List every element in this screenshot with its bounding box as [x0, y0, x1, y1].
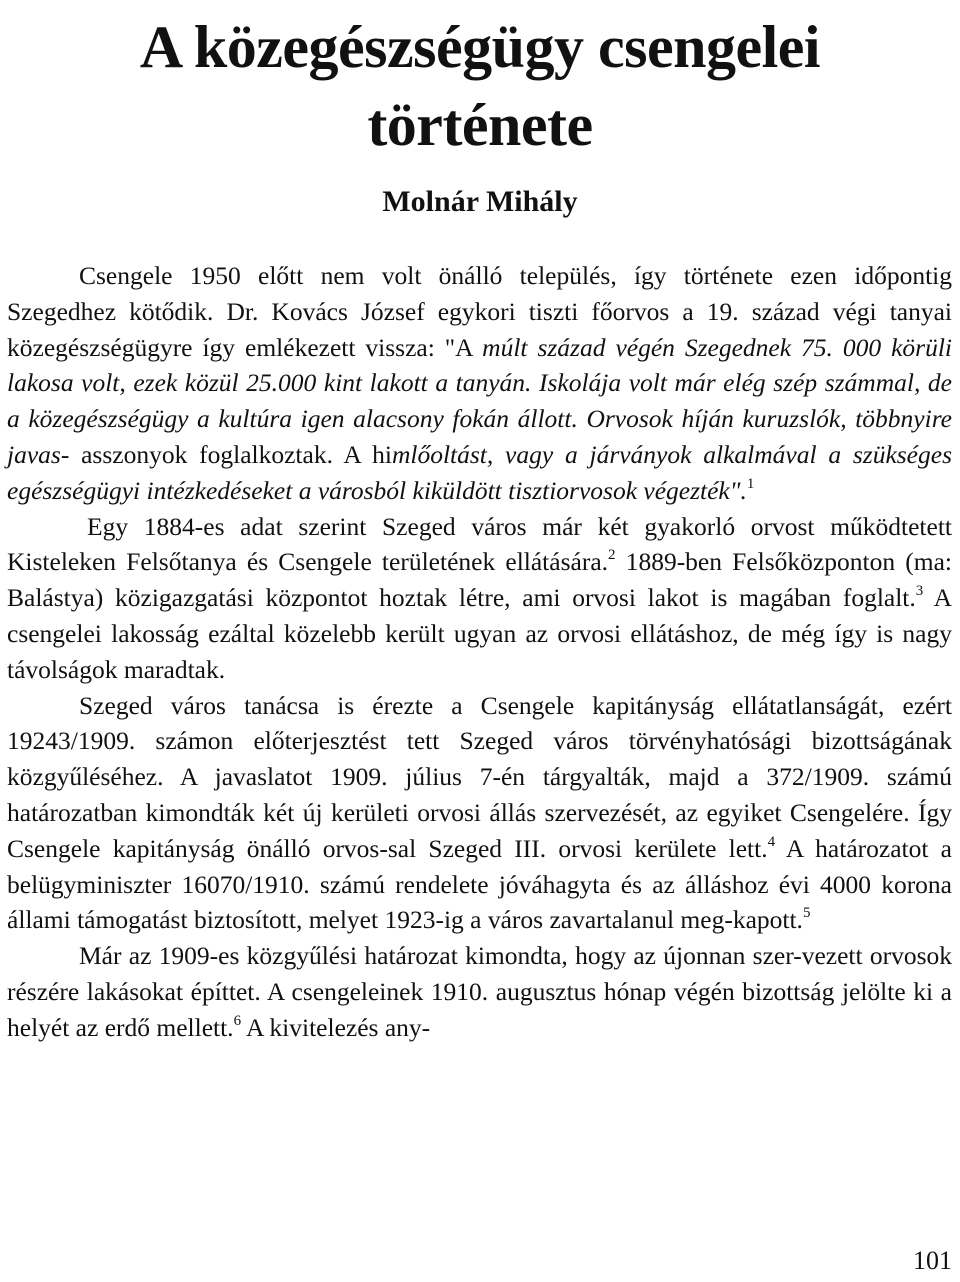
p3-text-a: Szeged város tanácsa is érezte a Csengele kapitányság ellátatlanságát, ezért 19243/1909. számon előterjesztést tett Szeged város törvényhatósági bizottságának közgyűléséhez. A javaslatot 1909. július 7-én tárgyalták, majd a 372/1909. számú határozatban kimondták két új kerületi orvosi állás szervezését, az egyiket Csengelére. Így Csengele kapitányság önálló orvos-sal Szeged III. orvosi kerülete lett. — [7, 690, 952, 863]
p4-text-a: Már az 1909-es közgyűlési határozat kimondta, hogy az újonnan szer-vezett orvosok részére lakásokat építtet. A csengeleinek 1910. augusztus hónap végén bizottság jelölte ki a helyét az erdő mellett. — [7, 941, 952, 1042]
p1-text-b: asszonyok foglalkoztak. A hi — [81, 439, 392, 469]
p1-quote: múlt század végén Szegednek 75. 000 körüli lakosa volt, ezek közül 25.000 kint lakott a tanyán. Iskolája volt már elég szép számmal, de a közegészségügy a kultúra igen alacsony fokán állott. Orvosok híján kuruzslók, többnyire javas- — [7, 332, 952, 469]
document-title — [0, 0, 960, 164]
p2-text-b: 1889-ben Felsőközponton (ma: Balástya) közigazgatási központot hoztak létre, ami orvosi lakot is magában foglalt. — [7, 547, 952, 613]
title-line-2: története — [367, 92, 593, 158]
p2-text-a: Egy 1884-es adat szerint Szeged város már két gyakorló orvost működtetett Kisteleken Felsőtanya és Csengele területének ellátására. — [7, 511, 952, 577]
p1-quote-2: mlőoltást, vagy a járványok alkalmával a szükséges egészségügyi intézkedéseket a városból kiküldött tisztiorvosok végezték". — [7, 439, 952, 505]
p2-text-c: A csengelei lakosság ezáltal közelebb került ugyan az orvosi ellátáshoz, de még így is nagy távolságok maradtak. — [7, 583, 952, 684]
title-line-1: A közegészségügy csengelei — [139, 14, 821, 80]
page-number: 101 — [913, 1246, 952, 1275]
footnote-ref-4: 4 — [767, 833, 776, 850]
paragraph-2 — [7, 509, 952, 688]
footnote-ref-1: 1 — [746, 475, 755, 492]
author-name: Molnár Mihály — [382, 185, 578, 218]
footnote-ref-6: 6 — [233, 1012, 242, 1029]
footnote-ref-2: 2 — [608, 547, 616, 564]
footnote-ref-5: 5 — [802, 905, 811, 922]
body-text — [7, 258, 952, 1046]
footnote-ref-3: 3 — [915, 583, 924, 600]
p4-text-b: A kivitelezés any- — [241, 1012, 431, 1042]
paragraph-3 — [7, 688, 952, 939]
p3-text-b: A határozatot a belügyminiszter 16070/1910. számú rendelete jóváhagyta és az álláshoz évi 4000 korona állami támogatást biztosított, melyet 1923-ig a város zavartalanul meg-kapott. — [7, 833, 952, 935]
p1-text: Csengele 1950 előtt nem volt önálló település, így története ezen időpontig Szegedhez kötődik. Dr. Kovács József egykori tiszti főorvos a 19. század végi tanyai közegészségügyre így emlékezett vissza: "A — [7, 261, 952, 362]
paragraph-4 — [7, 938, 952, 1045]
paragraph-1 — [7, 258, 952, 509]
